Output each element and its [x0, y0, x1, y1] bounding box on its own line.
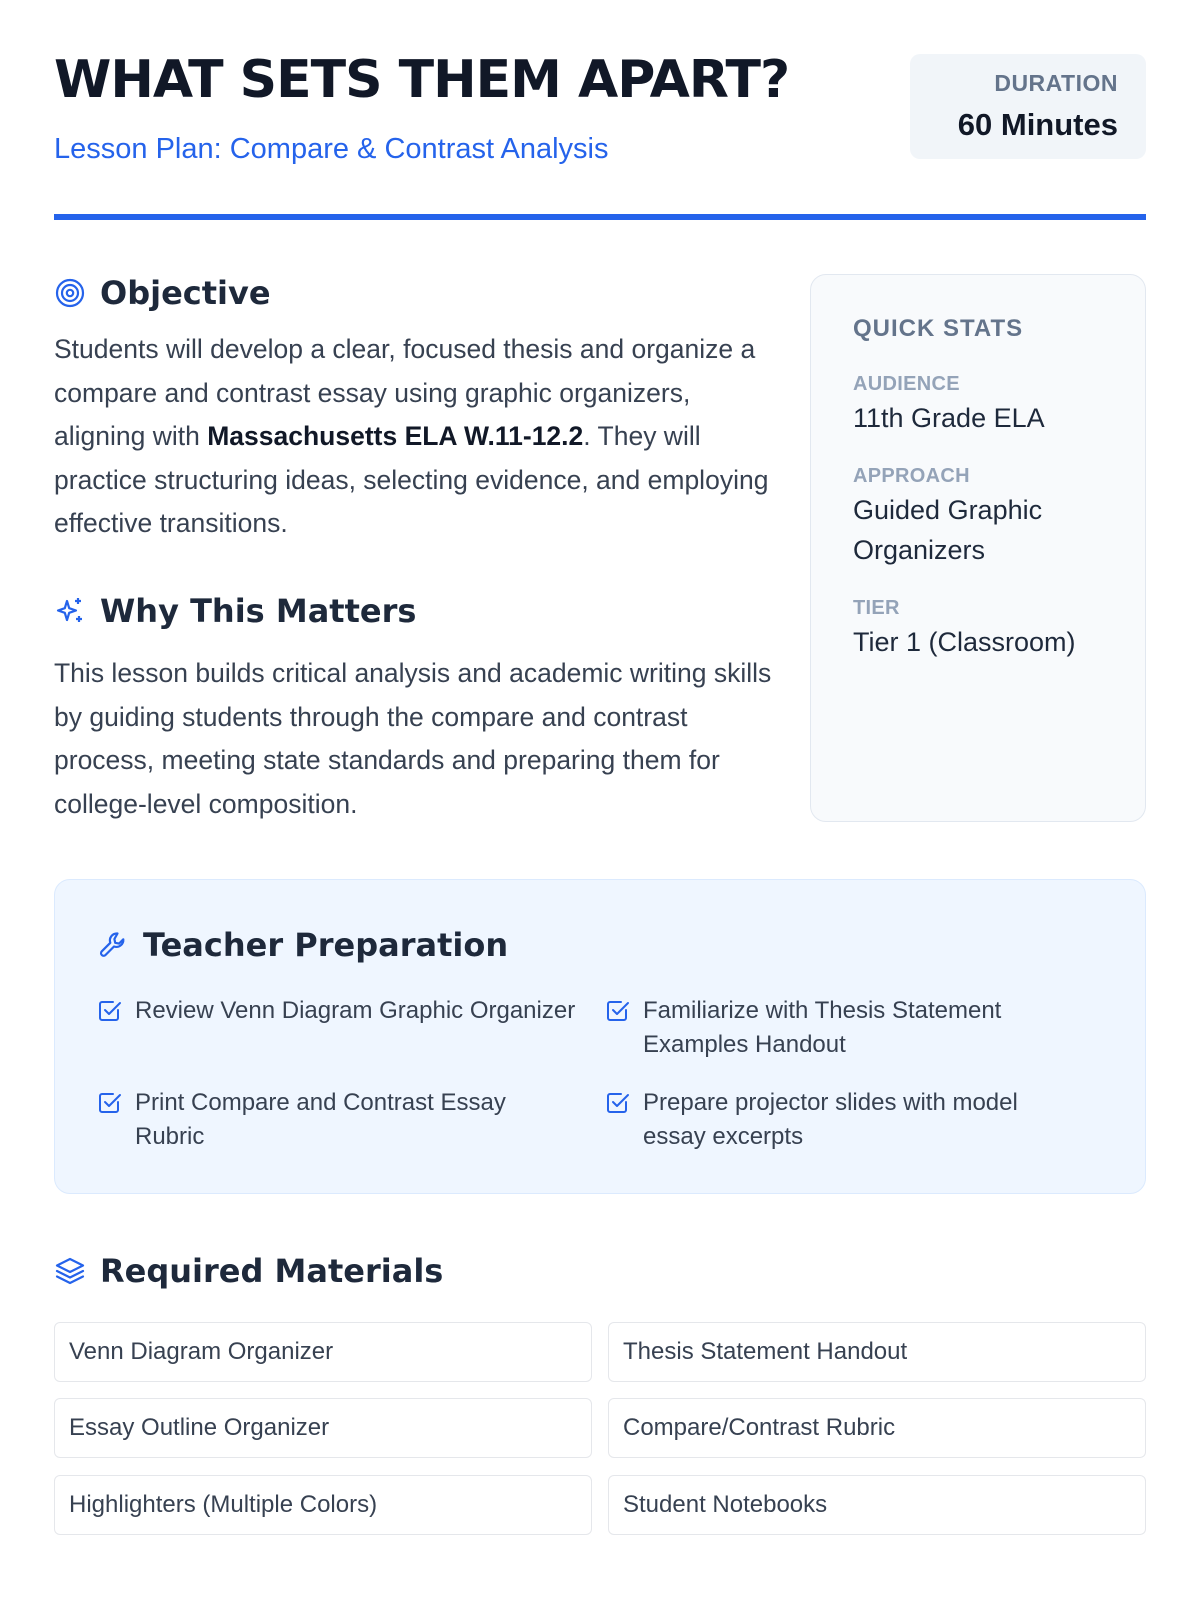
- prep-item-text: Prepare projector slides with model essay excerpts: [643, 1089, 1018, 1150]
- target-icon: [54, 277, 86, 309]
- prep-item-text: Familiarize with Thesis Statement Examples Handout: [643, 997, 1002, 1058]
- objective-heading: [54, 274, 271, 312]
- stat-tier: [853, 596, 1105, 662]
- page-subtitle: Lesson Plan: Compare & Contrast Analysis: [54, 133, 609, 165]
- objective-text: [54, 328, 784, 546]
- checkbox-icon: [97, 1090, 123, 1116]
- stat-value: 11th Grade ELA: [853, 402, 1045, 433]
- checkbox-icon: [605, 1090, 631, 1116]
- prep-checklist-item: [605, 994, 1055, 1062]
- objective-text-start: Students will develop a clear, focused thesis and organize a compare and contrast essay using graphic organizers, aligning with: [54, 334, 756, 451]
- prep-item-text: Print Compare and Contrast Essay Rubric: [135, 1089, 506, 1150]
- quick-stats-card: [810, 274, 1146, 822]
- stat-approach: [853, 464, 1105, 570]
- material-item: Essay Outline Organizer: [54, 1398, 592, 1458]
- material-item: Venn Diagram Organizer: [54, 1322, 592, 1382]
- page-header: [54, 0, 1146, 222]
- materials-title: Required Materials: [100, 1252, 444, 1290]
- material-item: Student Notebooks: [608, 1475, 1146, 1535]
- stat-value: Guided Graphic Organizers: [853, 494, 1043, 565]
- stat-label: TIER: [853, 596, 900, 619]
- material-item: Highlighters (Multiple Colors): [54, 1475, 592, 1535]
- stat-value: Tier 1 (Classroom): [853, 626, 1076, 657]
- prep-item-text: Review Venn Diagram Graphic Organizer: [135, 997, 576, 1024]
- stat-label: AUDIENCE: [853, 372, 960, 395]
- duration-label: DURATION: [994, 70, 1118, 96]
- material-item: Compare/Contrast Rubric: [608, 1398, 1146, 1458]
- prep-checklist-item: [97, 1086, 567, 1154]
- sparkles-icon: [54, 595, 86, 627]
- lesson-plan-page: [54, 0, 1146, 1518]
- wrench-icon: [97, 929, 129, 961]
- why-title: Why This Matters: [100, 592, 417, 630]
- prep-checklist-item: [605, 1086, 1055, 1154]
- duration-badge: [910, 54, 1146, 159]
- objective-standard: Massachusetts ELA W.11-12.2: [207, 421, 584, 451]
- stat-audience: [853, 372, 1105, 438]
- teacher-prep-title: Teacher Preparation: [143, 926, 509, 964]
- materials-heading: [54, 1252, 443, 1290]
- why-text: This lesson builds critical analysis and academic writing skills by guiding students through the compare and contrast process, meeting state standards and preparing them for college-level composition.: [54, 658, 772, 819]
- duration-value: 60 Minutes: [957, 106, 1118, 142]
- objective-title: Objective: [100, 274, 271, 312]
- teacher-prep-heading: [97, 926, 508, 964]
- checkbox-icon: [97, 998, 123, 1024]
- header-divider: [54, 214, 1146, 220]
- prep-checklist-item: [97, 994, 587, 1028]
- page-title: WHAT SETS THEM APART?: [54, 50, 790, 110]
- quick-stats-title: QUICK STATS: [853, 315, 1024, 342]
- teacher-prep-card: [54, 879, 1146, 1194]
- stat-label: APPROACH: [853, 464, 970, 487]
- checkbox-icon: [605, 998, 631, 1024]
- material-item: Thesis Statement Handout: [608, 1322, 1146, 1382]
- objective-text-end: . They will practice structuring ideas, selecting evidence, and employing effective transitions.: [54, 421, 769, 538]
- layers-icon: [54, 1255, 86, 1287]
- why-heading: [54, 592, 416, 630]
